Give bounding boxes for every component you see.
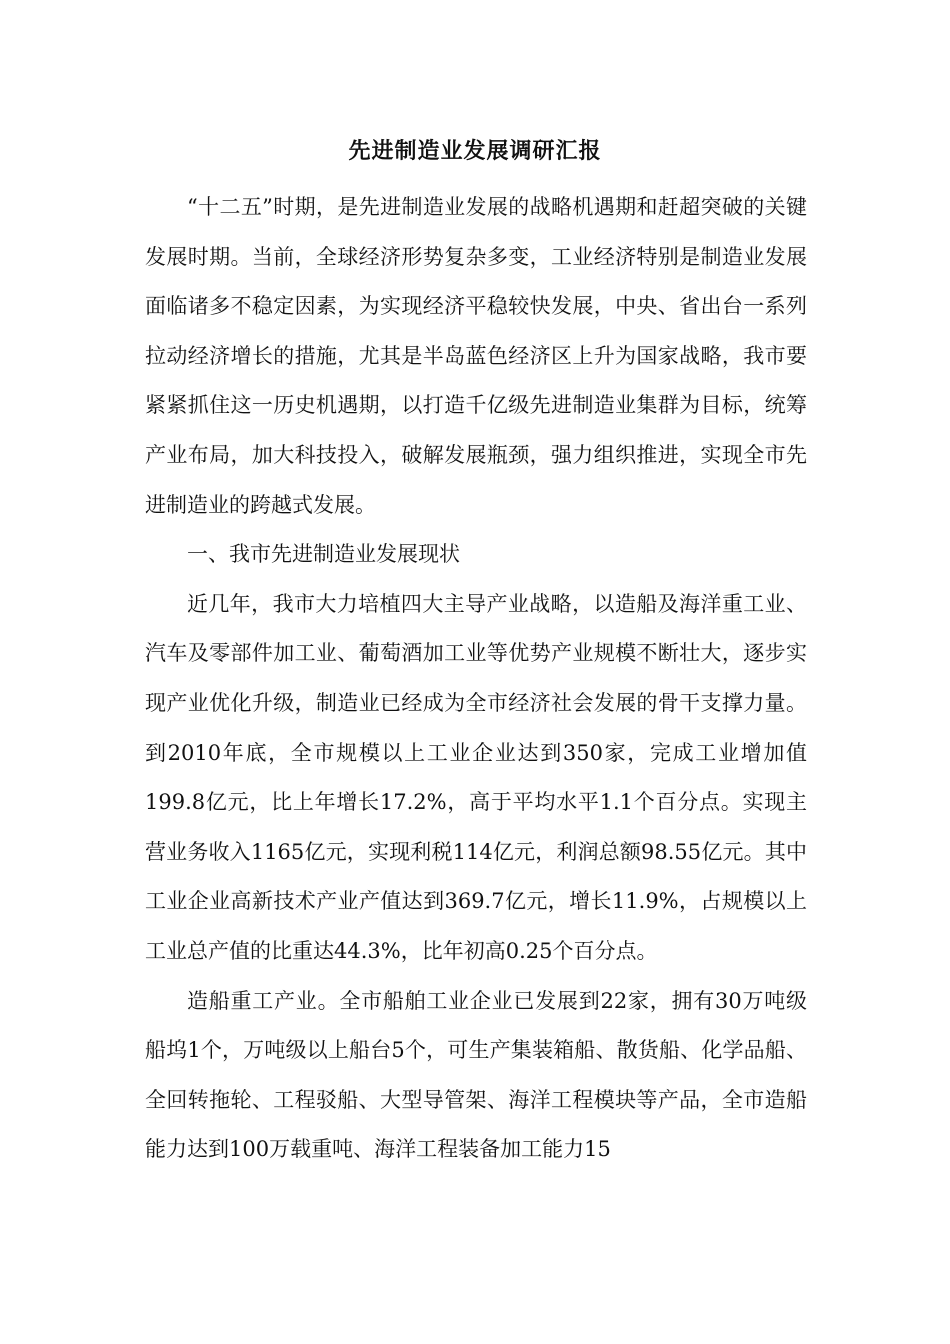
section-heading: 一、我市先进制造业发展现状 [187, 542, 460, 567]
paragraph-status: 近几年，我市大力培植四大主导产业战略，以造船及海洋重工业、汽车及零部件加工业、葡萄酒加工业等优势产业规模不断壮大，逐步实现产业优化升级，制造业已经成为全市经济社会发展的骨干支撑力量。到2010年底，全市规模以上工业企业达到350家，完成工业增加值199.8亿元，比上年增长17.2%，高于平均水平1.1个百分点。实现主营业务收入1165亿元，实现利税114亿元，利润总额98.55亿元。其中工业企业高新技术产业产值达到369.7亿元，增长11.9%，占规模以上工业总产值的比重达44.3%，比年初高0.25个百分点。 [145, 591, 807, 963]
document-title: 先进制造业发展调研汇报 [348, 139, 602, 164]
document-body [145, 183, 807, 1175]
paragraph-shipbuilding: 造船重工产业。全市船舶工业企业已发展到22家，拥有30万吨级船坞1个，万吨级以上船台5个，可生产集装箱船、散货船、化学品船、全回转拖轮、工程驳船、大型导管架、海洋工程模块等产品，全市造船能力达到100万载重吨、海洋工程装备加工能力15 [145, 988, 807, 1162]
paragraph-intro: “十二五”时期，是先进制造业发展的战略机遇期和赶超突破的关键发展时期。当前，全球经济形势复杂多变，工业经济特别是制造业发展面临诸多不稳定因素，为实现经济平稳较快发展，中央、省出台一系列拉动经济增长的措施，尤其是半岛蓝色经济区上升为国家战略，我市要紧紧抓住这一历史机遇期，以打造千亿级先进制造业集群为目标，统筹产业布局，加大科技投入，破解发展瓶颈，强力组织推进，实现全市先进制造业的跨越式发展。 [145, 195, 807, 517]
